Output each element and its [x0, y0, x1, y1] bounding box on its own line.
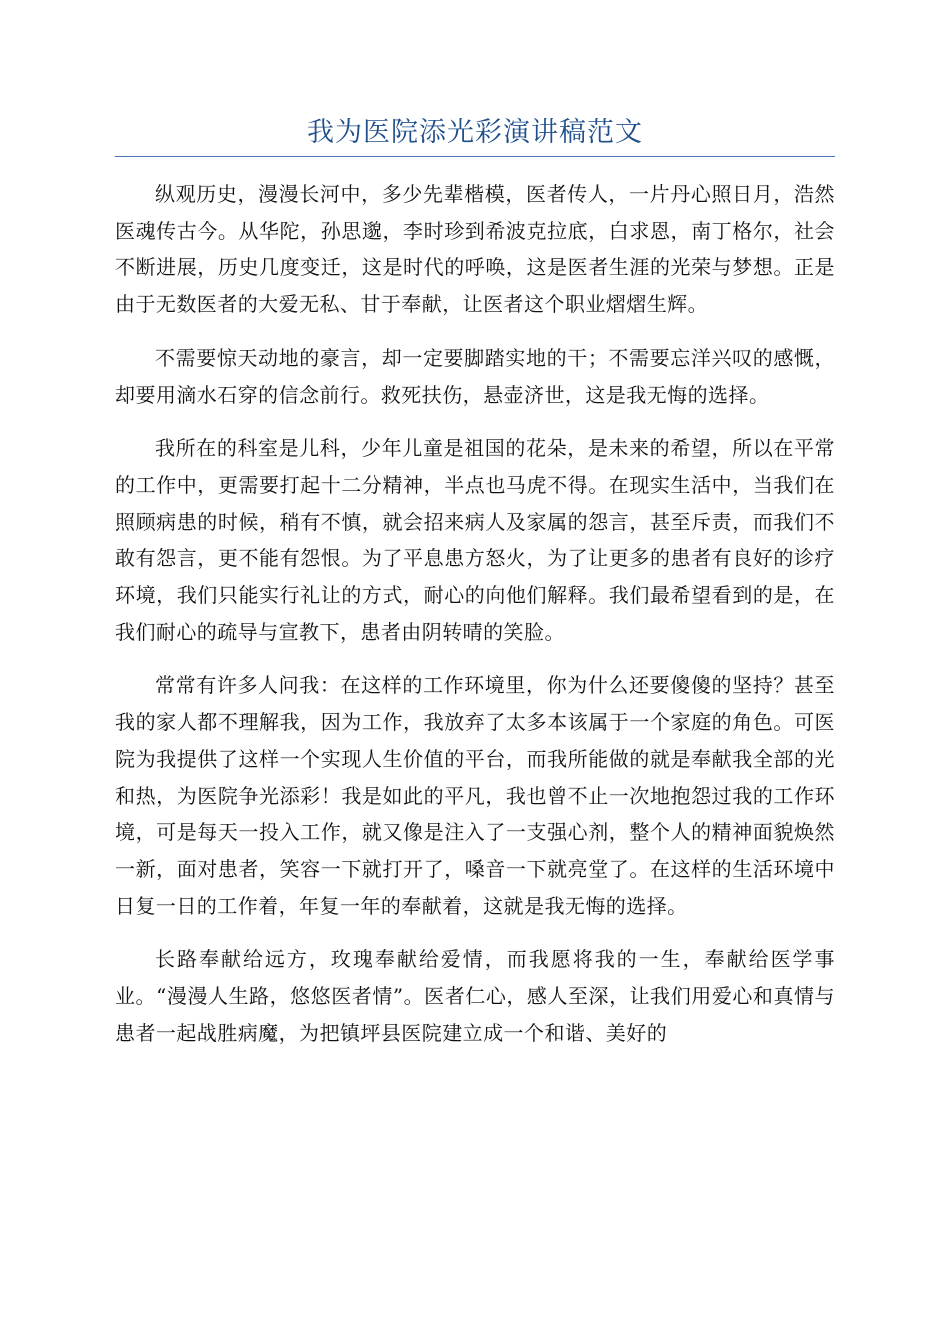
title-block	[115, 110, 835, 157]
document-title: 我为医院添光彩演讲稿范文	[307, 117, 643, 148]
paragraph-3: 我所在的科室是儿科，少年儿童是祖国的花朵，是未来的希望，所以在平常的工作中，更需要打起十二分精神，半点也马虎不得。在现实生活中，当我们在照顾病患的时候，稍有不慎，就会招来病人及家属的怨言，甚至斥责，而我们不敢有怨言，更不能有怨恨。为了平息患方怒火，为了让更多的患者有良好的诊疗环境，我们只能实行礼让的方式，耐心的向他们解释。我们最希望看到的是，在我们耐心的疏导与宣教下，患者由阴转晴的笑脸。	[115, 436, 835, 644]
document-body	[115, 176, 835, 1068]
paragraph-2: 不需要惊天动地的豪言，却一定要脚踏实地的干；不需要忘洋兴叹的感慨，却要用滴水石穿的信念前行。救死扶伤，悬壶济世，这是我无悔的选择。	[115, 345, 835, 407]
paragraph-4: 常常有许多人问我：在这样的工作环境里，你为什么还要傻傻的坚持？甚至我的家人都不理解我，因为工作，我放弃了太多本该属于一个家庭的角色。可医院为我提供了这样一个实现人生价值的平台，而我所能做的就是奉献我全部的光和热，为医院争光添彩！我是如此的平凡，我也曾不止一次地抱怨过我的工作环境，可是每天一投入工作，就又像是注入了一支强心剂，整个人的精神面貌焕然一新，面对患者，笑容一下就打开了，嗓音一下就亮堂了。在这样的生活环境中日复一日的工作着，年复一年的奉献着，这就是我无悔的选择。	[115, 673, 835, 918]
paragraph-5: 长路奉献给远方，玫瑰奉献给爱情，而我愿将我的一生，奉献给医学事业。“漫漫人生路，悠悠医者情”。医者仁心，感人至深，让我们用爱心和真情与患者一起战胜病魔，为把镇坪县医院建立成一个和谐、美好的	[115, 947, 835, 1045]
paragraph-1: 纵观历史，漫漫长河中，多少先辈楷模，医者传人，一片丹心照日月，浩然医魂传古今。从华陀，孙思邈，李时珍到希波克拉底，白求恩，南丁格尔，社会不断进展，历史几度变迁，这是时代的呼唤，这是医者生涯的光荣与梦想。正是由于无数医者的大爱无私、甘于奉献，让医者这个职业熠熠生辉。	[115, 182, 835, 317]
